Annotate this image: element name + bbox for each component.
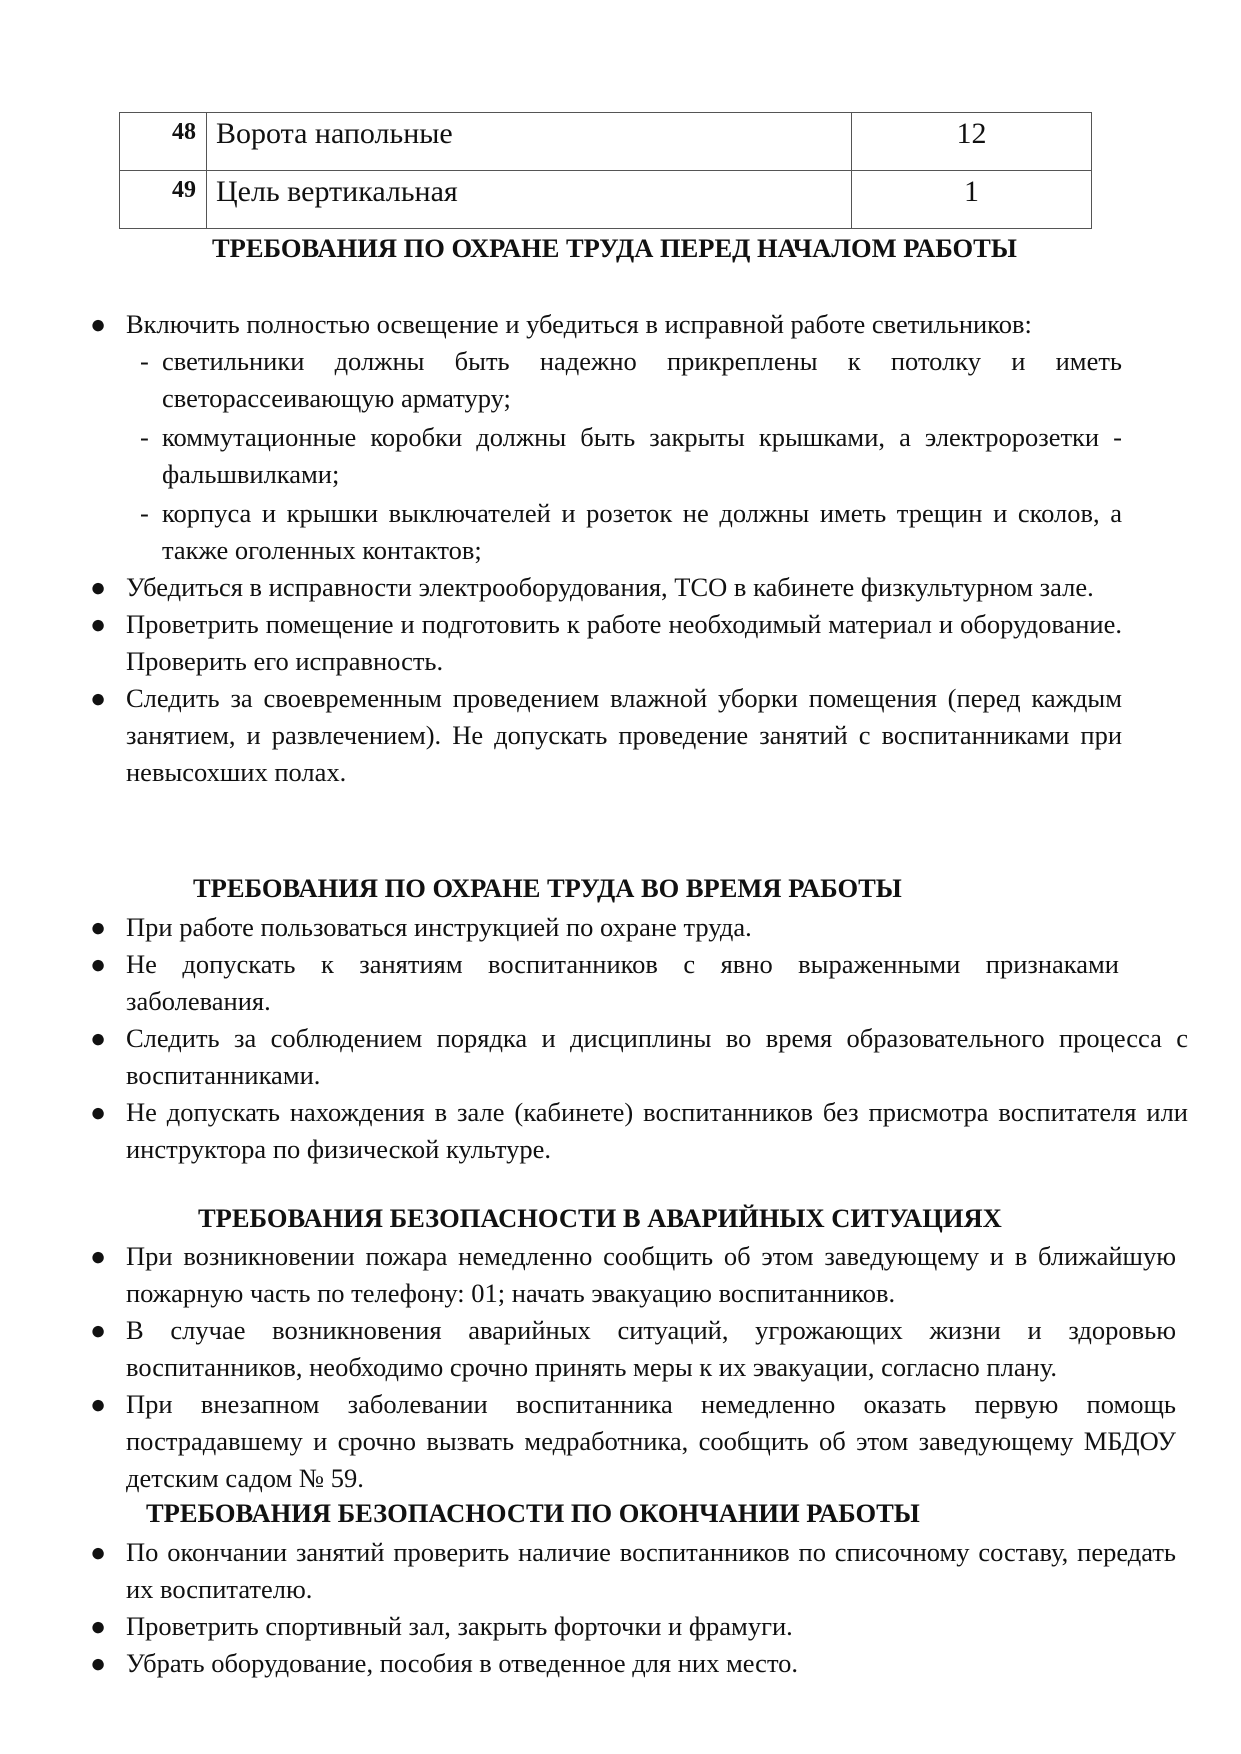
list-item: ● Убрать оборудование, пособия в отведенное для них место. xyxy=(0,1645,1176,1682)
list-item: ● Проветрить помещение и подготовить к работе необходимый материал и оборудование. Проверить его исправность. xyxy=(0,606,1122,680)
bullet-icon: ● xyxy=(90,949,107,979)
table-row xyxy=(120,113,1092,171)
dash-icon: - xyxy=(140,346,149,376)
item-quantity: 1 xyxy=(852,171,1092,229)
bullet-icon: ● xyxy=(90,912,107,942)
list-item: ● При внезапном заболевании воспитанника немедленно оказать первую помощь пострадавшему и срочно вызвать медработника, сообщить об этом заведующему МБДОУ детским садом № 59. xyxy=(0,1386,1176,1497)
dash-icon: - xyxy=(140,498,149,528)
list-item: ● Проветрить спортивный зал, закрыть форточки и фрамуги. xyxy=(0,1608,1176,1645)
section-heading-before: ТРЕБОВАНИЯ ПО ОХРАНЕ ТРУДА ПЕРЕД НАЧАЛОМ РАБОТЫ xyxy=(212,233,1017,263)
list-item: ● По окончании занятий проверить наличие воспитанников по списочному составу, передать их воспитателю. xyxy=(0,1534,1176,1608)
list-item: ● При работе пользоваться инструкцией по охране труда. xyxy=(0,909,1188,946)
section-list-before xyxy=(0,306,1122,791)
list-item: ● Не допускать к занятиям воспитанников с явно выраженными признаками заболевания. xyxy=(0,946,1188,1020)
item-name: Ворота напольные xyxy=(207,113,852,171)
section-list-after xyxy=(0,1534,1176,1682)
bullet-icon: ● xyxy=(90,309,107,339)
item-name: Цель вертикальная xyxy=(207,171,852,229)
bullet-icon: ● xyxy=(90,609,107,639)
section-heading-emergency: ТРЕБОВАНИЯ БЕЗОПАСНОСТИ В АВАРИЙНЫХ СИТУАЦИЯХ xyxy=(198,1203,1002,1233)
section-list-during xyxy=(0,909,1188,1168)
item-quantity: 12 xyxy=(852,113,1092,171)
bullet-icon: ● xyxy=(90,572,107,602)
row-number: 48 xyxy=(120,113,207,171)
dash-icon: - xyxy=(140,422,149,452)
list-item: ● В случае возникновения аварийных ситуаций, угрожающих жизни и здоровью воспитанников, необходимо срочно принять меры к их эвакуации, согласно плану. xyxy=(0,1312,1176,1386)
section-heading-after: ТРЕБОВАНИЯ БЕЗОПАСНОСТИ ПО ОКОНЧАНИИ РАБОТЫ xyxy=(146,1498,920,1528)
list-item: ● Следить за своевременным проведением влажной уборки помещения (перед каждым занятием, и развлечением). Не допускать проведение занятий с воспитанниками при невысохших полах. xyxy=(0,680,1122,791)
section-list-emergency xyxy=(0,1238,1176,1497)
inventory-table xyxy=(119,112,1092,229)
bullet-icon: ● xyxy=(90,1537,107,1567)
bullet-icon: ● xyxy=(90,1648,107,1678)
bullet-icon: ● xyxy=(90,1315,107,1345)
list-item: ● При возникновении пожара немедленно сообщить об этом заведующему и в ближайшую пожарную часть по телефону: 01; начать эвакуацию воспитанников. xyxy=(0,1238,1176,1312)
row-number: 49 xyxy=(120,171,207,229)
bullet-icon: ● xyxy=(90,1611,107,1641)
section-heading-during: ТРЕБОВАНИЯ ПО ОХРАНЕ ТРУДА ВО ВРЕМЯ РАБОТЫ xyxy=(193,873,902,903)
sub-list-item: - коммутационные коробки должны быть закрыты крышками, а электророзетки - фальшвилками; xyxy=(0,419,1122,493)
sub-list-item: - корпуса и крышки выключателей и розеток не должны иметь трещин и сколов, а также оголенных контактов; xyxy=(0,495,1122,569)
bullet-icon: ● xyxy=(90,1023,107,1053)
list-item: ● Не допускать нахождения в зале (кабинете) воспитанников без присмотра воспитателя или инструктора по физической культуре. xyxy=(0,1094,1188,1168)
sub-list-item: - светильники должны быть надежно прикреплены к потолку и иметь светорассеивающую арматуру; xyxy=(0,343,1122,417)
bullet-icon: ● xyxy=(90,683,107,713)
list-item: ● Следить за соблюдением порядка и дисциплины во время образовательного процесса с воспитанниками. xyxy=(0,1020,1188,1094)
bullet-icon: ● xyxy=(90,1389,107,1419)
list-item: ● Убедиться в исправности электрооборудования, ТСО в кабинете физкультурном зале. xyxy=(0,569,1122,606)
bullet-icon: ● xyxy=(90,1097,107,1127)
list-item: ● Включить полностью освещение и убедиться в исправной работе светильников: xyxy=(0,306,1122,343)
bullet-icon: ● xyxy=(90,1241,107,1271)
table-row xyxy=(120,171,1092,229)
